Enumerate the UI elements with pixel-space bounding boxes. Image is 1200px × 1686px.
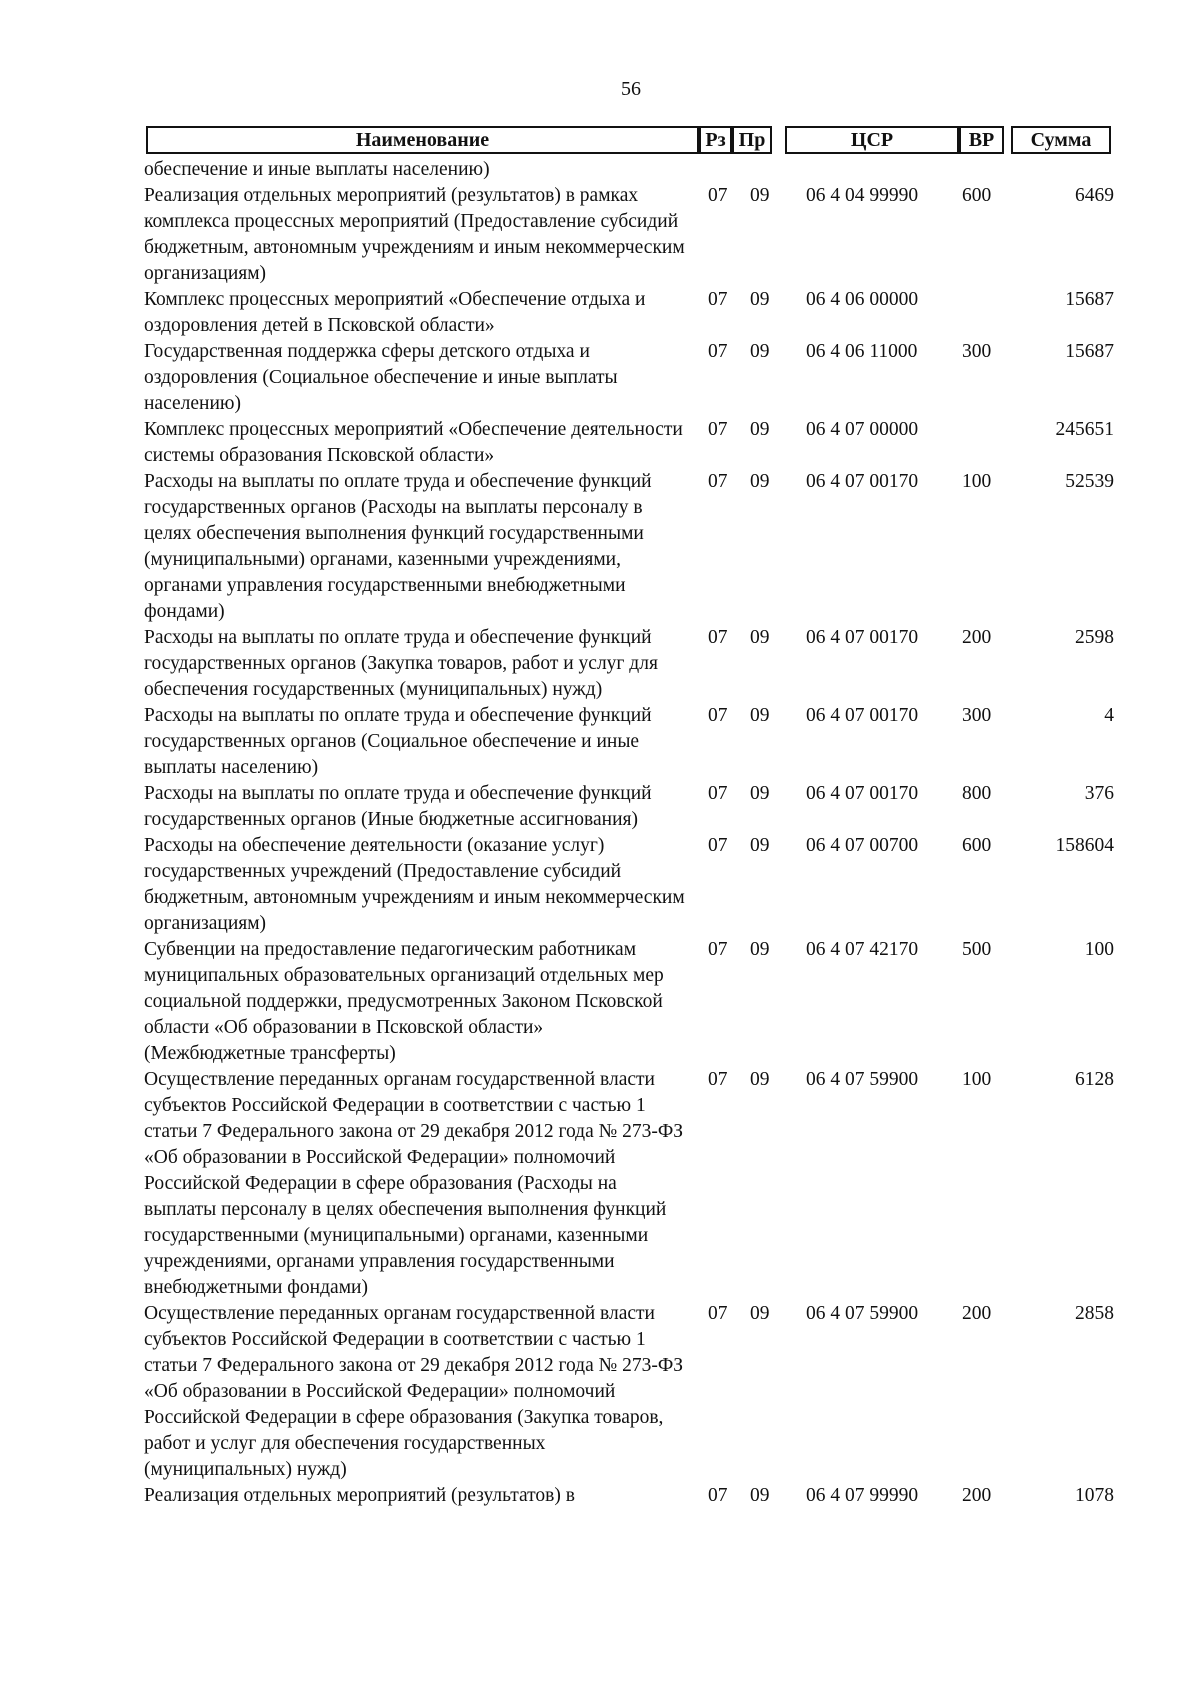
header-sum: Сумма [1011, 126, 1111, 154]
row-sum: 158604 [1055, 835, 1114, 856]
row-csr: 06 4 07 42170 [806, 939, 919, 960]
row-sum: 376 [1084, 783, 1114, 804]
row-name: Государственная поддержка сферы детского отдыха и оздоровления (Социальное обеспечение и иные выплаты населению) [144, 341, 618, 414]
table-row [144, 1067, 1114, 1301]
table-row [144, 781, 1114, 833]
row-pr: 09 [750, 1485, 770, 1506]
row-name: Расходы на обеспечение деятельности (оказание услуг) государственных учреждений (Предоставление субсидий бюджетным, автономным учреждениям и иным некоммерческим организациям) [144, 835, 685, 934]
table-row [144, 937, 1114, 1067]
row-name: Осуществление переданных органам государственной власти субъектов Российской Федерации в соответствии с частью 1 статьи 7 Федерального закона от 29 декабря 2012 года № 273-ФЗ «Об образовании в Российской Федерации» полномочий Российской Федерации в сфере образования (Закупка товаров, работ и услуг для обеспечения государственных (муниципальных) нужд) [144, 1303, 683, 1480]
row-name: Расходы на выплаты по оплате труда и обеспечение функций государственных органов (Расходы на выплаты персоналу в целях обеспечения выполнения функций государственными (муниципальными) органами, казенными учреждениями, органами управления государственными внебюджетными фондами) [144, 471, 652, 622]
table-row [144, 1301, 1114, 1483]
page-number: 56 [621, 78, 641, 100]
row-pr: 09 [750, 185, 770, 206]
row-rz: 07 [708, 705, 728, 726]
row-csr: 06 4 07 00700 [806, 835, 919, 856]
row-csr: 06 4 04 99990 [806, 185, 919, 206]
row-sum: 245651 [1055, 419, 1114, 440]
row-rz: 07 [708, 1485, 728, 1506]
row-sum: 2598 [1075, 627, 1114, 648]
row-vr: 300 [962, 705, 992, 726]
row-pr: 09 [750, 939, 770, 960]
row-vr: 100 [962, 471, 992, 492]
row-rz: 07 [708, 185, 728, 206]
row-sum: 100 [1084, 939, 1114, 960]
row-vr: 600 [962, 835, 992, 856]
row-name: обеспечение и иные выплаты населению) [144, 159, 490, 180]
row-rz: 07 [708, 289, 728, 310]
row-sum: 1078 [1075, 1485, 1114, 1506]
header-rz: Рз [699, 126, 732, 154]
row-rz: 07 [708, 341, 728, 362]
row-csr: 06 4 07 99990 [806, 1485, 919, 1506]
row-sum: 15687 [1065, 289, 1114, 310]
row-csr: 06 4 07 00170 [806, 627, 919, 648]
row-csr: 06 4 07 59900 [806, 1069, 919, 1090]
row-name: Комплекс процессных мероприятий «Обеспечение деятельности системы образования Псковской области» [144, 419, 683, 466]
row-pr: 09 [750, 627, 770, 648]
row-sum: 6128 [1075, 1069, 1114, 1090]
row-csr: 06 4 07 00170 [806, 783, 919, 804]
row-vr: 600 [962, 185, 992, 206]
row-vr: 800 [962, 783, 992, 804]
table-body [144, 157, 1114, 1509]
table-row [144, 183, 1114, 287]
row-vr: 100 [962, 1069, 992, 1090]
table-row [144, 625, 1114, 703]
row-pr: 09 [750, 1303, 770, 1324]
row-pr: 09 [750, 419, 770, 440]
row-csr: 06 4 06 11000 [806, 341, 918, 362]
row-rz: 07 [708, 627, 728, 648]
row-sum: 52539 [1065, 471, 1114, 492]
row-vr: 200 [962, 627, 992, 648]
table-row [144, 287, 1114, 339]
row-pr: 09 [750, 1069, 770, 1090]
row-rz: 07 [708, 471, 728, 492]
table-row [144, 417, 1114, 469]
row-name: Комплекс процессных мероприятий «Обеспечение отдыха и оздоровления детей в Псковской области» [144, 289, 646, 336]
row-csr: 06 4 07 00000 [806, 419, 919, 440]
table-row [144, 833, 1114, 937]
row-pr: 09 [750, 783, 770, 804]
table-row [144, 469, 1114, 625]
row-sum: 15687 [1065, 341, 1114, 362]
row-rz: 07 [708, 939, 728, 960]
header-name: Наименование [146, 126, 699, 154]
row-rz: 07 [708, 835, 728, 856]
row-csr: 06 4 07 00170 [806, 471, 919, 492]
row-csr: 06 4 06 00000 [806, 289, 919, 310]
row-pr: 09 [750, 835, 770, 856]
row-vr: 200 [962, 1485, 992, 1506]
row-rz: 07 [708, 419, 728, 440]
row-rz: 07 [708, 1069, 728, 1090]
row-name: Реализация отдельных мероприятий (результатов) в рамках комплекса процессных мероприятий (Предоставление субсидий бюджетным, автономным учреждениям и иным некоммерческим организациям) [144, 185, 685, 284]
table-row [144, 703, 1114, 781]
row-pr: 09 [750, 471, 770, 492]
row-sum: 2858 [1075, 1303, 1114, 1324]
row-rz: 07 [708, 783, 728, 804]
row-sum: 6469 [1075, 185, 1114, 206]
row-name: Реализация отдельных мероприятий (результатов) в [144, 1485, 575, 1506]
row-vr: 500 [962, 939, 992, 960]
row-csr: 06 4 07 59900 [806, 1303, 919, 1324]
row-pr: 09 [750, 341, 770, 362]
row-name: Субвенции на предоставление педагогическим работникам муниципальных образовательных организаций отдельных мер социальной поддержки, предусмотренных Законом Псковской области «Об образовании в Псковской области» (Межбюджетные трансферты) [144, 939, 664, 1064]
header-vr: ВР [959, 126, 1004, 154]
table-row [144, 157, 1114, 183]
row-name: Расходы на выплаты по оплате труда и обеспечение функций государственных органов (Закупка товаров, работ и услуг для обеспечения государственных (муниципальных) нужд) [144, 627, 658, 700]
table-row [144, 1483, 1114, 1509]
row-pr: 09 [750, 705, 770, 726]
row-name: Осуществление переданных органам государственной власти субъектов Российской Федерации в соответствии с частью 1 статьи 7 Федерального закона от 29 декабря 2012 года № 273-ФЗ «Об образовании в Российской Федерации» полномочий Российской Федерации в сфере образования (Расходы на выплаты персоналу в целях обеспечения выполнения функций государственными (муниципальными) органами, казенными учреждениями, органами управления государственными внебюджетными фондами) [144, 1069, 683, 1298]
row-name: Расходы на выплаты по оплате труда и обеспечение функций государственных органов (Иные бюджетные ассигнования) [144, 783, 652, 830]
row-csr: 06 4 07 00170 [806, 705, 919, 726]
row-vr: 200 [962, 1303, 992, 1324]
header-pr: Пр [732, 126, 772, 154]
row-sum: 4 [1104, 705, 1114, 726]
table-row [144, 339, 1114, 417]
row-name: Расходы на выплаты по оплате труда и обеспечение функций государственных органов (Социальное обеспечение и иные выплаты населению) [144, 705, 652, 778]
header-csr: ЦСР [785, 126, 959, 154]
row-vr: 300 [962, 341, 992, 362]
row-pr: 09 [750, 289, 770, 310]
row-rz: 07 [708, 1303, 728, 1324]
